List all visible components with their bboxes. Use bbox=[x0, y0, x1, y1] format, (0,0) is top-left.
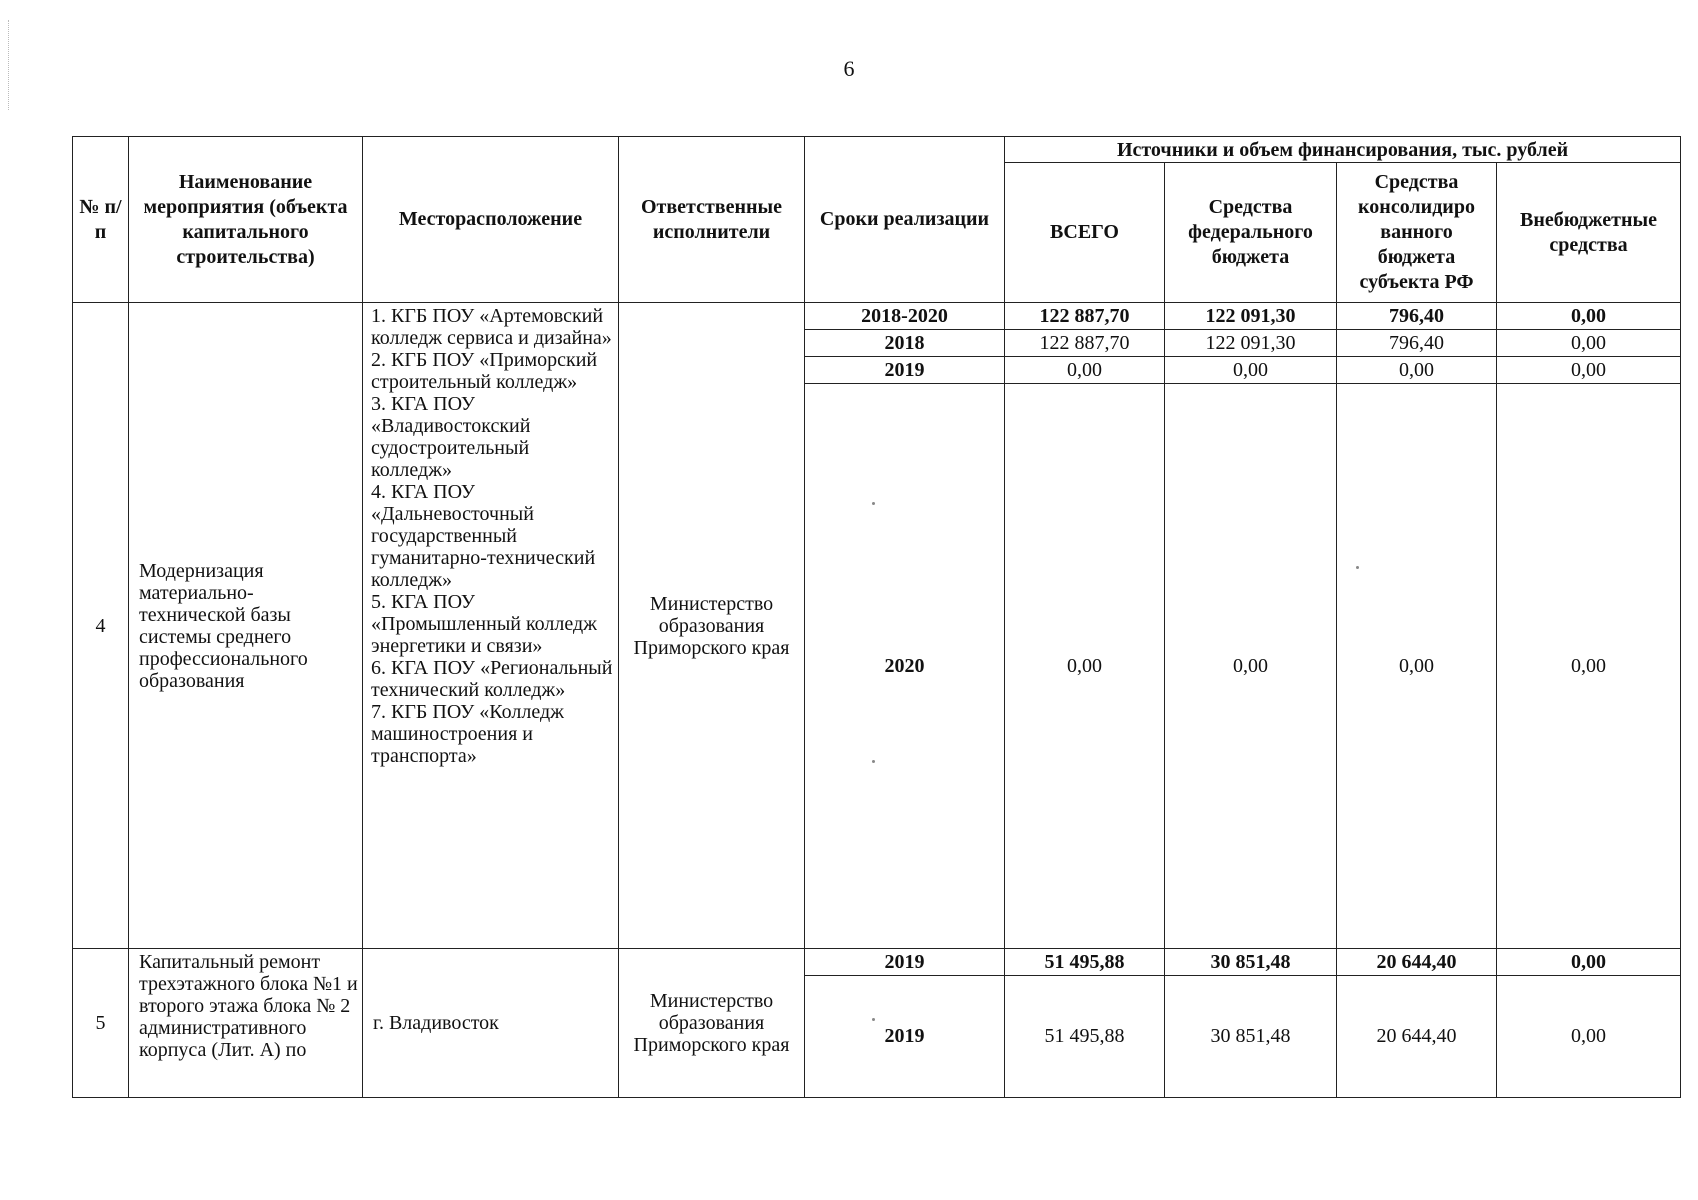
row4-name: Модернизация материально-технической базы системы среднего профессионального образования bbox=[129, 303, 363, 949]
federal-cell: 30 851,48 bbox=[1165, 949, 1337, 976]
federal-cell: 122 091,30 bbox=[1165, 330, 1337, 357]
header-location: Месторасположение bbox=[363, 137, 619, 303]
row4-responsible: Министерство образования Приморского края bbox=[619, 303, 805, 949]
total-cell: 51 495,88 bbox=[1005, 949, 1165, 976]
extra-cell: 0,00 bbox=[1497, 949, 1681, 976]
total-cell: 122 887,70 bbox=[1005, 330, 1165, 357]
consolidated-cell: 20 644,40 bbox=[1337, 949, 1497, 976]
consolidated-cell: 0,00 bbox=[1337, 357, 1497, 384]
list-item: 2. КГБ ПОУ «Приморский строительный колледж» bbox=[371, 349, 598, 393]
table-row bbox=[73, 303, 1681, 330]
page-number: 6 bbox=[843, 56, 855, 81]
table-row bbox=[73, 949, 1681, 976]
consolidated-cell: 20 644,40 bbox=[1337, 976, 1497, 1098]
header-extra: Внебюджетные средства bbox=[1497, 163, 1681, 303]
list-item: 7. КГБ ПОУ «Колледж машиностроения и транспорта» bbox=[371, 701, 564, 767]
federal-cell: 30 851,48 bbox=[1165, 976, 1337, 1098]
list-item: 1. КГБ ПОУ «Артемовский колледж сервиса и дизайна» bbox=[371, 305, 612, 349]
row5-num: 5 bbox=[73, 949, 129, 1098]
federal-cell: 122 091,30 bbox=[1165, 303, 1337, 330]
extra-cell: 0,00 bbox=[1497, 357, 1681, 384]
row5-name: Капитальный ремонт трехэтажного блока №1 и второго этажа блока № 2 административного корпуса (Лит. А) по bbox=[129, 949, 363, 1098]
row5-location: г. Владивосток bbox=[363, 949, 619, 1098]
row4-num: 4 bbox=[73, 303, 129, 949]
list-item: 3. КГА ПОУ «Владивостокский судостроительный колледж» bbox=[371, 393, 531, 481]
period-cell: 2019 bbox=[805, 976, 1005, 1098]
federal-cell: 0,00 bbox=[1165, 357, 1337, 384]
header-period: Сроки реализации bbox=[805, 137, 1005, 303]
period-cell: 2019 bbox=[805, 949, 1005, 976]
row4-locations bbox=[363, 303, 619, 949]
total-cell: 51 495,88 bbox=[1005, 976, 1165, 1098]
federal-cell: 0,00 bbox=[1165, 384, 1337, 949]
header-consolidated: Средства консолидиро ванного бюджета субъекта РФ bbox=[1337, 163, 1497, 303]
list-item: 4. КГА ПОУ «Дальневосточный государственный гуманитарно-технический колледж» bbox=[371, 481, 596, 591]
extra-cell: 0,00 bbox=[1497, 384, 1681, 949]
header-total: ВСЕГО bbox=[1005, 163, 1165, 303]
period-cell: 2018 bbox=[805, 330, 1005, 357]
consolidated-cell: 796,40 bbox=[1337, 303, 1497, 330]
total-cell: 0,00 bbox=[1005, 357, 1165, 384]
header-federal: Средства федерального бюджета bbox=[1165, 163, 1337, 303]
period-cell: 2018-2020 bbox=[805, 303, 1005, 330]
total-cell: 0,00 bbox=[1005, 384, 1165, 949]
extra-cell: 0,00 bbox=[1497, 976, 1681, 1098]
period-cell: 2020 bbox=[805, 384, 1005, 949]
extra-cell: 0,00 bbox=[1497, 330, 1681, 357]
financing-table bbox=[72, 136, 1681, 1098]
scan-speck bbox=[1356, 566, 1359, 569]
header-name: Наименование мероприятия (объекта капитального строительства) bbox=[129, 137, 363, 303]
header-funding-group: Источники и объем финансирования, тыс. рублей bbox=[1005, 137, 1681, 163]
scan-speck bbox=[872, 502, 875, 505]
row5-responsible: Министерство образования Приморского края bbox=[619, 949, 805, 1098]
scan-speck bbox=[872, 1018, 875, 1021]
period-cell: 2019 bbox=[805, 357, 1005, 384]
header-num: № п/п bbox=[73, 137, 129, 303]
list-item: 5. КГА ПОУ «Промышленный колледж энергетики и связи» bbox=[371, 591, 597, 657]
list-item: 6. КГА ПОУ «Региональный технический колледж» bbox=[371, 657, 613, 701]
consolidated-cell: 796,40 bbox=[1337, 330, 1497, 357]
total-cell: 122 887,70 bbox=[1005, 303, 1165, 330]
extra-cell: 0,00 bbox=[1497, 303, 1681, 330]
scan-speck bbox=[872, 760, 875, 763]
consolidated-cell: 0,00 bbox=[1337, 384, 1497, 949]
header-responsible: Ответственные исполнители bbox=[619, 137, 805, 303]
